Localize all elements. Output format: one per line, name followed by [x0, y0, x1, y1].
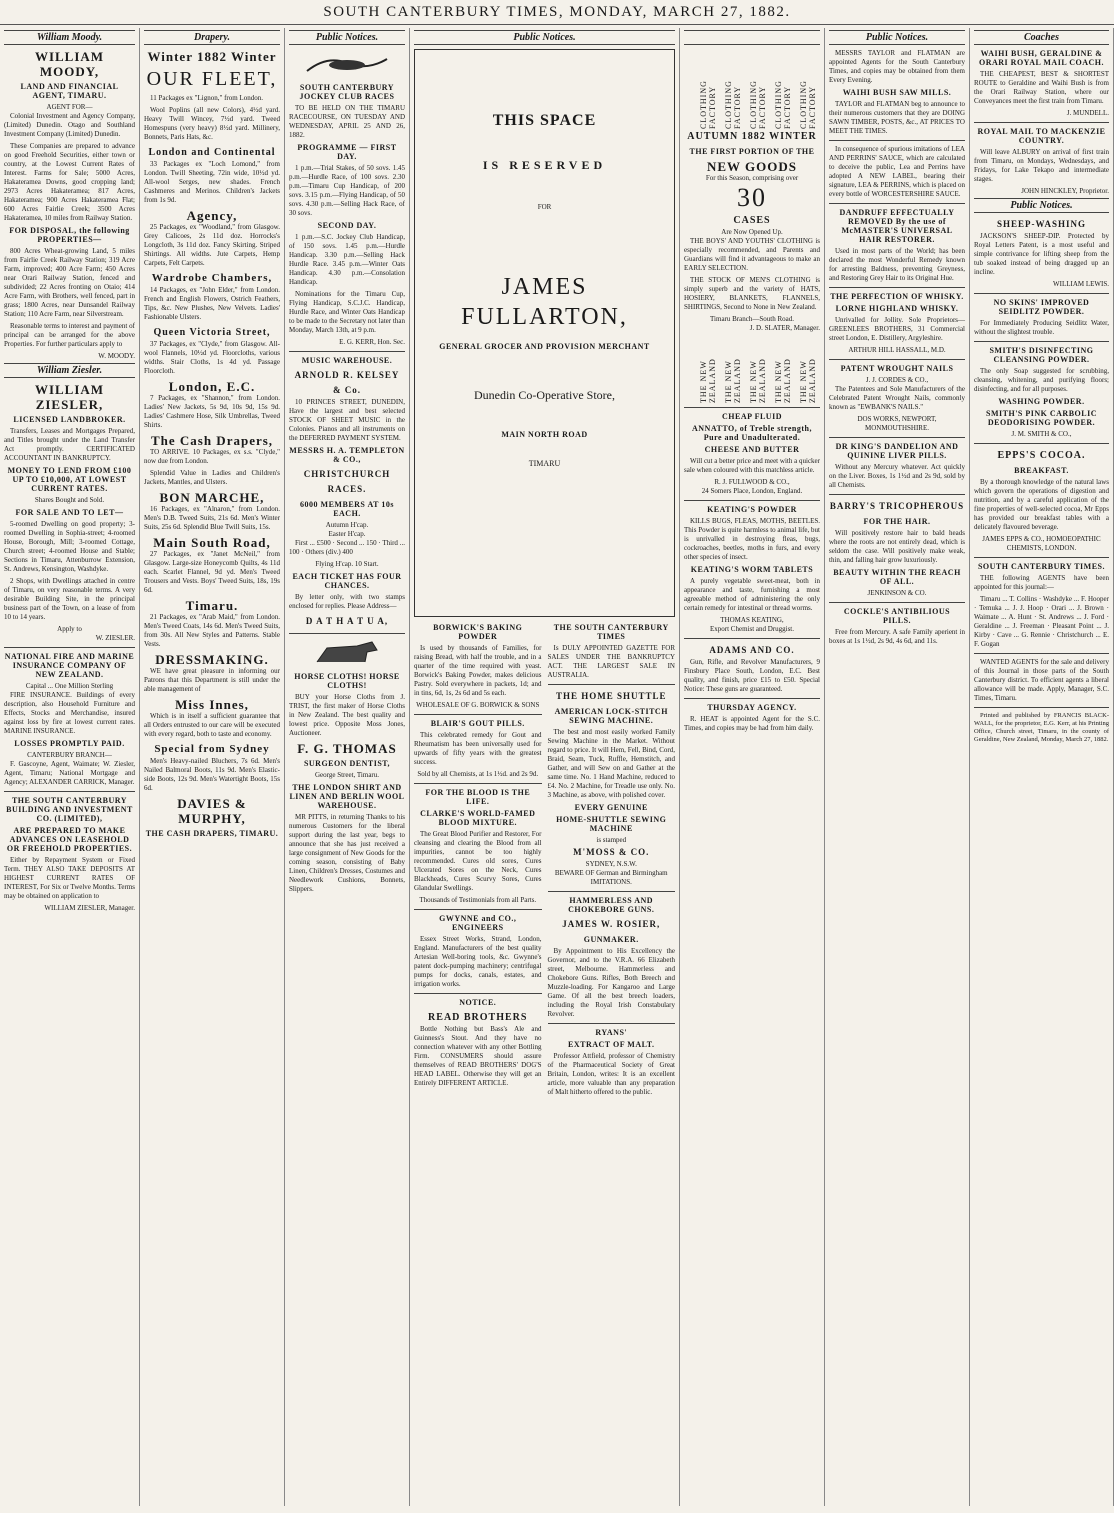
signature: W. MOODY.	[98, 352, 135, 360]
ad-text: Sold by all Chemists, at 1s 1½d. and 2s 9d.	[417, 770, 539, 778]
ad-text: 33 Packages ex "Loch Lomond," from London. Twill Sheeting, 72in wide, 10½d yd. All-wool Serges, new shades. French Cashmeres and Merinos. Children's Jackets from 1s 9d.	[144, 160, 280, 204]
ad-title: Special from Sydney	[154, 743, 270, 755]
banner-text: THE NEW ZEALAND	[774, 358, 792, 403]
section-heading: William Moody.	[4, 30, 135, 45]
signature: JOHN HINCKLEY, Proprietor.	[1021, 187, 1109, 195]
ad-text: Used in most parts of the World; has been declared the most Wonderful Remedy known for arresting Baldness, preventing Greyness, and Restoring Grey Hair to its Original Hue.	[829, 247, 965, 282]
ad-text: Flying H'cap. 10 Start.	[315, 560, 379, 568]
ad-text: Essex Street Works, Strand, London, England. Manufacturers of the best quality Artesian Well-boring tools, &c. Gwynne's patent dock-pumping machinery; centrifugal pumps for docks, canals, estates, and irrigation works.	[414, 935, 542, 988]
ad-title: PATENT WROUGHT NAILS	[840, 364, 954, 373]
ad-text: ARTHUR HILL HASSALL, M.D.	[848, 346, 946, 354]
ad-subtitle: 6000 MEMBERS AT 10s EACH.	[300, 500, 394, 518]
ad-title: Agency,	[186, 208, 238, 223]
ad-text: Unrivalled for Jollity. Sole Proprietors—GREENLEES BROTHERS, 31 Commercial street London, E. Distillery, Argyleshire.	[829, 316, 965, 342]
ad-text: WE have great pleasure in informing our Patrons that this Department is still under the able management of	[144, 667, 280, 693]
advertiser-road: MAIN NORTH ROAD	[501, 430, 588, 439]
ad-text: F. Gascoyne, Agent, Waimate; W. Ziesler, Agent, Timaru; National Mortgage and Agency; ALEXANDER CARRICK, Manager.	[4, 760, 135, 786]
ad-text: JACKSON'S SHEEP-DIP. Protected by Royal Letters Patent, is a most useful and simple contrivance for lifting sheep from the tub soaked instead of being dragged up an incline.	[974, 232, 1109, 276]
ad-title: Winter 1882 Winter	[147, 49, 277, 64]
ad-text: The best and most easily worked Family Sewing Machine in the Market. Without regard to price. It will Hem, Fell, Bind, Cord, Braid, Seam, Tuck, Ruffle, Hemstitch, and Gather, and will Sew on and Gather at the same time. No. 1 Hand Machine, reduced to £4. No. 2 Machine, for Treadle use only. No. 3 Machine, as above, with polished cover.	[547, 728, 675, 799]
ad-text: Apply to	[57, 625, 82, 633]
ad-title: WAIHI BUSH, GERALDINE & ORARI ROYAL MAIL COACH.	[979, 49, 1104, 67]
ad-title: CHRISTCHURCH RACES.	[303, 469, 391, 494]
ad-title: SOUTH CANTERBURY TIMES.	[977, 562, 1106, 571]
ad-title: JAMES W. ROSIER,	[562, 919, 661, 929]
ad-text: Autumn H'cap.	[325, 521, 369, 529]
ad-text: TO ARRIVE. 10 Packages, ex s.s. "Clyde," now due from London.	[144, 448, 280, 465]
ad-text: Shares Bought and Sold.	[34, 496, 105, 504]
ad-title: THE HOME SHUTTLE	[555, 691, 667, 701]
ad-subtitle: MESSRS H. A. TEMPLETON & CO.,	[289, 446, 405, 464]
banner-text: CLOTHING FACTORY	[749, 80, 767, 129]
ad-text: By a thorough knowledge of the natural laws which govern the operations of digestion and nutrition, and by a careful application of the fine properties of well-selected cocoa, Mr Epps has provided our breakfast tables with a delicately flavoured beverage.	[974, 478, 1109, 531]
signature: W. ZIESLER.	[95, 634, 135, 642]
racing-engraving	[289, 49, 405, 77]
ad-title: D A T H A T U A,	[305, 616, 389, 626]
ad-text: Capital ... One Million Sterling	[25, 682, 114, 690]
advertiser-business: GENERAL GROCER AND PROVISION MERCHANT	[439, 342, 650, 351]
ad-title: RYANS'	[595, 1028, 628, 1037]
ad-text: For Immediately Producing Seidlitz Water, without the slightest trouble.	[974, 319, 1109, 336]
ad-subtitle: WASHING POWDER.	[998, 397, 1085, 406]
ad-title: AUTUMN 1882 WINTER	[687, 131, 817, 142]
ad-title: EXTRACT OF MALT.	[568, 1040, 655, 1049]
ad-title: WILLIAM MOODY,	[34, 49, 105, 79]
ad-text: Either by Repayment System or Fixed Term. THEY ALSO TAKE DEPOSITS AT HIGHEST CURRENT RATES OF INTEREST, For Six or Twelve Months. Terms may be obtained on application to	[4, 856, 135, 900]
ad-text: BEWARE OF German and Birmingham IMITATIONS.	[554, 869, 668, 886]
ad-title: WILLIAM ZIESLER,	[34, 382, 105, 412]
ad-text: 7 Packages, ex "Shannon," from London. Ladies' New Jackets, 5s 9d, 10s 9d, 15s 9d. Ladies' Cashmere Hose, Silk Umbrellas, Tweed Shirts.	[144, 394, 280, 429]
ad-text: George Street, Timaru.	[314, 771, 380, 779]
ad-title: Main South Road,	[153, 535, 271, 550]
ad-text: TAYLOR and FLATMAN beg to announce to their numerous customers that they are DOING SAWN TIMBER, POSTS, &c., AT PRICES TO MEET THE TIMES.	[829, 100, 965, 135]
ad-text: THE CHEAPEST, BEST & SHORTEST ROUTE to Geraldine and Waihi Bush is from the Orari Railway Station, where our Conveyances meet the first train from Timaru.	[974, 70, 1109, 105]
ad-text: 11 Packages ex "Lignon," from London.	[150, 94, 263, 102]
ad-title: Miss Innes,	[175, 697, 249, 712]
space-for: FOR	[537, 203, 552, 211]
ad-text: The only Soap suggested for scrubbing, cleansing, whitening, and purifying floors; disinfecting, and for all purposes.	[974, 367, 1109, 393]
ad-title: THURSDAY AGENCY.	[707, 703, 797, 712]
signature: J. D. SLATER, Manager.	[749, 324, 820, 332]
ad-subtitle: PROGRAMME — FIRST DAY.	[297, 143, 397, 161]
agents-list: Timaru ... T. Collins · Washdyke ... F. Hooper · Temuka ... J. J. Hoop · Orari ... J. Brown · Waimate ... A. Hunt · St. Andrews ... J. Ford · Geraldine ... J. Freeman · Pleasant Point ... J. Kirby · Cave ... G. Rennie · Christchurch ... E. F. Gogan	[974, 595, 1109, 648]
ad-text: 27 Packages, ex "Janet McNeil," from Glasgow. Large-size Honeycomb Quilts, 4s 11d each. Scarlet Flannel, 9d yd. Men's Tweed Trousers and Vests. Boys' Tweed Suits, 18s, 19s 6d.	[144, 550, 280, 594]
ad-title: BORWICK'S BAKING POWDER	[433, 623, 523, 641]
ad-text: A purely vegetable sweet-meat, both in appearance and taste, furnishing a most agreeable method of administering the only certain remedy for intestinal or thread worms.	[684, 577, 820, 612]
ad-title: THE SOUTH CANTERBURY TIMES	[553, 623, 669, 641]
horse-engraving	[289, 638, 405, 666]
ad-subtitle: MUSIC WAREHOUSE.	[301, 356, 393, 365]
ad-text: MESSRS TAYLOR and FLATMAN are appointed Agents for the South Canterbury Times, and copies may be obtained from them Every Evening.	[829, 49, 965, 84]
ad-text: MR PITTS, in returning Thanks to his numerous Customers for the liberal support during the last year, begs to announce that she has just received a large consignment of New Goods for the coming season, consisting of Baby Linen, Children's Dresses, Costumes and Needlework Cushions, Bonnets, Slippers.	[289, 813, 405, 893]
ad-title: SMITH'S DISINFECTING CLEANSING POWDER.	[989, 346, 1094, 364]
section-heading: Public Notices.	[414, 30, 675, 45]
ad-title: ROYAL MAIL TO MACKENZIE COUNTRY.	[977, 127, 1106, 145]
ad-subtitle: GUNMAKER.	[583, 935, 639, 944]
banner-text: THE NEW ZEALAND	[724, 358, 742, 403]
section-heading: Coaches	[974, 30, 1109, 45]
banner-text: CLOTHING FACTORY	[724, 80, 742, 129]
ad-text: Will leave ALBURY on arrival of first train from Timaru, on Mondays, Wednesdays, and Fridays, for Lake Tekapo and intermediate stages.	[974, 148, 1109, 183]
ad-title: EPPS'S COCOA.	[997, 450, 1086, 461]
section-heading: William Ziesler.	[4, 363, 135, 378]
column-notices-3	[825, 28, 970, 1506]
ad-text: Free from Mercury. A safe Family aperient in boxes at 1s 1½d, 2s 9d, 4s 6d, and 11s.	[829, 628, 965, 645]
space-subheading: IS RESERVED	[482, 158, 607, 172]
ad-title: SOUTH CANTERBURY JOCKEY CLUB RACES	[299, 83, 395, 101]
ad-subtitle: BREAKFAST.	[1014, 466, 1069, 475]
ad-text: In consequence of spurious imitations of LEA AND PERRINS' SAUCE, which are calculated to deceive the public, Lea and Perrins have adopted A NEW LABEL, bearing their signature, LEA & PERRINS, which is placed on every bottle of WORCESTERSHIRE SAUCE.	[829, 145, 965, 198]
banner-text: CLOTHING FACTORY	[774, 80, 792, 129]
ad-text: BUY your Horse Cloths from J. TRIST, the first maker of Horse Cloths in New Zealand. The best quality and lowest price. Opposite Moss Jones, Auctioneer.	[289, 693, 405, 737]
section-heading: Drapery.	[144, 30, 280, 45]
ad-subtitle: LOSSES PROMPTLY PAID.	[14, 739, 125, 748]
ad-title: London, E.C.	[168, 379, 256, 394]
clothing-factory-banner	[684, 49, 820, 129]
ad-text: Is DULY APPOINTED GAZETTE FOR SALES UNDER THE BANKRUPTCY ACT. THE LARGEST SALE IN AUSTRALIA.	[547, 644, 675, 679]
ad-title: SHEEP-WASHING	[996, 219, 1087, 229]
ad-title: Wardrobe Chambers,	[151, 272, 273, 284]
ad-title: READ BROTHERS	[428, 1012, 528, 1023]
ad-text: These Companies are prepared to advance on good Freehold Securities, either town or country, at the Lowest Current Rates of Interest. Farms for Sale; 5000 Acres, Hakateramea Downs, good cropping land; 2973 Acres Hakateramea; 817 Acres, Hakateramea; 900 Acres Hakateramea Flat; 600 Acres Fairlie Creek; 3500 Acres Hakateramea, 10 miles from Railway Station.	[4, 142, 135, 222]
ad-text: Without any Mercury whatever. Act quickly on the Liver. Boxes, 1s 1½d and 2s 9d, sold by all Chemists.	[829, 463, 965, 489]
ad-text: Bottle Nothing but Bass's Ale and Guinness's Stout. And they have no connection whatever with any other Bottling Firm. CONSUMERS should assure themselves of READ BROTHERS' DOG'S HEAD LABEL. Otherwise they will get an Entirely DIFFERENT ARTICLE.	[414, 1025, 542, 1087]
ad-text: 37 Packages, ex "Clyde," from Glasgow. All-wool Flannels, 10½d yd. Floorcloths, various widths. Stair Cloths, 1s 4d yd. Passage Floorcloth.	[144, 340, 280, 375]
ad-title: BARRY'S TRICOPHEROUS	[829, 501, 965, 511]
ad-text: J. M. SMITH & CO.,	[1011, 430, 1072, 438]
ad-title: London and Continental	[148, 147, 276, 158]
ad-subtitle: SURGEON DENTIST,	[303, 759, 391, 768]
signature: WILLIAM ZIESLER, Manager.	[44, 904, 135, 912]
column-clothing-factory	[680, 28, 825, 1506]
ad-text: J. J. CORDES & CO.,	[865, 376, 929, 384]
ad-subtitle: AMERICAN LOCK-STITCH SEWING MACHINE.	[554, 707, 668, 725]
ad-title: BON MARCHE,	[159, 490, 265, 505]
ad-text: KILLS BUGS, FLEAS, MOTHS, BEETLES. This Powder is quite harmless to animal life, but is unrivalled in destroying fleas, bugs, cockroaches, beetles, moths in furs, and every other species of insect.	[684, 517, 820, 561]
banner-text: THE NEW ZEALAND	[699, 358, 717, 403]
ad-text: By Appointment to His Excellency the Governor, and to the V.R.A. 66 Elizabeth street, Melbourne. Hammerless and Chokebore Guns. Rifles, Both Breech and Muzzle-loading. For Kangaroo and Large Game. Of all the best breech loaders, including the Royal Irish Constabulary Revolver.	[547, 947, 675, 1018]
column-coaches	[970, 28, 1114, 1506]
ad-text: Men's Heavy-nailed Bluchers, 7s 6d. Men's Nailed Balmoral Boots, 11s 9d. Men's Elastic-side Boots, 12s 9d. Men's Watertight Boots, 15s 6d.	[144, 757, 280, 792]
ad-text: SYDNEY, N.S.W.	[585, 860, 637, 868]
ad-subtitle: CHEAP FLUID	[722, 412, 782, 421]
ad-text: WANTED AGENTS for the sale and delivery of this Journal in those parts of the South Canterbury district. To efficient agents a liberal allowance will be made. Apply, Manager, S.C. Times, Timaru.	[974, 658, 1109, 702]
ad-subtitle: LICENSED LANDBROKER.	[13, 415, 126, 424]
banner-text: THE NEW ZEALAND	[799, 358, 817, 403]
ad-text: CANTERBURY BRANCH—	[27, 751, 112, 759]
banner-text: CLOTHING FACTORY	[699, 80, 717, 129]
ad-subtitle: THE FIRST PORTION OF THE	[689, 147, 815, 156]
banner-text: CLOTHING FACTORY	[799, 80, 817, 129]
ad-title: COCKLE'S ANTIBILIOUS PILLS.	[843, 607, 951, 625]
ad-title: ANNATTO, of Treble strength, Pure and Unadulterated.	[691, 424, 812, 442]
ad-text: 14 Packages, ex "John Elder," from London. French and English Flowers, Ostrich Feathers, Tips, &c. New Plushes, New Velvets. Ladies' Fashionable Ulsters.	[144, 286, 280, 321]
ad-text: THE BOYS' AND YOUTHS' CLOTHING is especially recommended, and Parents and Guardians will find it advantageous to make an EARLY SELECTION.	[684, 237, 820, 272]
ad-text: 2 Shops, with Dwellings attached in centre of Timaru, on very reasonable terms. A very desirable Building Site, in the principal business part of the Town, on a lease of from 10 to 14 years.	[4, 577, 135, 621]
ad-title: HOME-SHUTTLE SEWING MACHINE	[556, 815, 667, 833]
ad-text: Gun, Rifle, and Revolver Manufacturers, 9 Finsbury Place South, London, E.C. Best quality, and finish, price £15 to £50. Special Notice: These guns are guaranteed.	[684, 658, 820, 693]
ad-text: R. J. FULLWOOD & CO.,	[714, 478, 790, 486]
ad-title: DRESSMAKING.	[155, 652, 269, 667]
section-heading: Public Notices.	[289, 30, 405, 45]
ad-text: Easter H'cap.	[328, 530, 366, 538]
ad-text: 1 p.m.—S.C. Jockey Club Handicap, of 150 sovs. 1.45 p.m.—Hurdle Handicap. 3.30 p.m.—Selling Hack Hurdle Race. 3.45 p.m.—Winter Oats Handicap. 4.30 p.m.—Consolation Handicap.	[289, 233, 405, 286]
ad-subtitle: EACH TICKET HAS FOUR CHANCES.	[292, 572, 402, 590]
ad-text: Will positively restore hair to bald heads where the roots are not entirely dead, which is seldom the case. Will positively make weak, thin, and falling hair grow luxuriously.	[829, 529, 965, 564]
ad-title: HAMMERLESS AND CHOKEBORE GUNS.	[568, 896, 655, 914]
ad-subtitle: FOR SALE AND TO LET—	[15, 508, 124, 517]
column-drapery	[140, 28, 285, 1506]
ad-title: Timaru.	[185, 598, 239, 613]
ad-title: OUR FLEET,	[146, 68, 278, 90]
ad-text: Is used by thousands of Families, for raising Bread, with half the trouble, and in a quarter of the time required with yeast. Borwick's Baking Powder, makes delicious Pastry. Sold everywhere in packets, 1d; and in tins, 6d, 1s, 2s 6d and 5s each.	[414, 644, 542, 697]
section-heading	[684, 30, 820, 45]
ad-text: FIRE INSURANCE. Buildings of every description, also Household Furniture and Effects, Stocks and Merchandise, insured against loss by fire at lowest current rates. MARINE INSURANCE.	[4, 691, 135, 735]
ad-text: Reasonable terms to interest and payment of principal can be arranged for the above Properties. For further particulars apply to	[4, 322, 135, 348]
ad-text: Wool Poplins (all new Colors), 4½d yard. Heavy Twill Wincey, 7½d yard. Tweed Homespuns (very heavy) 8½d yard. Millinery, Bonnets, Paris Hats, &c.	[144, 106, 280, 141]
banner-text: THE NEW ZEALAND	[749, 358, 767, 403]
ad-text: Colonial Investment and Agency Company, (Limited) Dunedin. Otago and Southland Investment Company (Limited) Dunedin.	[4, 112, 135, 138]
column-land-agents	[0, 28, 140, 1506]
ad-subtitle: SECOND DAY.	[317, 221, 377, 230]
ad-text: The Patentees and Sole Manufacturers of the Celebrated Patent Wrought Nails, commonly known as "EWBANK'S NAILS."	[829, 385, 965, 411]
ad-text: Thousands of Testimonials from all Parts.	[419, 896, 537, 904]
ad-text: Will cut a better price and meet with a quicker sale when coloured with this matchless article.	[684, 457, 820, 474]
ad-text: By letter only, with two stamps enclosed for replies. Please Address—	[289, 593, 405, 610]
ad-title: DAVIES & MURPHY,	[177, 796, 247, 826]
reserved-space-box	[414, 49, 675, 617]
ad-subtitle: LAND AND FINANCIAL AGENT, TIMARU.	[20, 82, 119, 100]
ad-title: WAIHI BUSH SAW MILLS.	[842, 88, 952, 97]
ad-text: WHOLESALE OF G. BORWICK & SONS	[416, 701, 540, 709]
advertiser-name: JAMES FULLARTON,	[461, 274, 628, 330]
ad-title: DR KING'S DANDELION AND QUININE LIVER PILLS.	[835, 442, 959, 460]
ad-text: Which is in itself a sufficient guarantee that all Orders entrusted to our care will be executed with every regard, both to taste and economy.	[144, 712, 280, 738]
ad-title: DANDRUFF EFFECTUALLY REMOVED By the use of McMASTER'S UNIVERSAL HAIR RESTORER.	[839, 208, 955, 244]
ad-text: R. HEAT is appointed Agent for the S.C. Times, and copies may be had from him daily.	[684, 715, 820, 732]
advertiser-store: Dunedin Co-Operative Store,	[474, 388, 615, 402]
ad-title: BLAIR'S GOUT PILLS.	[430, 719, 525, 728]
imprint: Printed and published by FRANCIS BLACK-WALL, for the proprietor, E.G. Kerr, at his Printing Office, Church street, Timaru, in the county of Geraldine, New Zealand, Monday, March 27, 1882.	[974, 712, 1109, 743]
ad-title: HORSE CLOTHS! HORSE CLOTHS!	[294, 672, 400, 690]
signature: WILLIAM LEWIS.	[1053, 280, 1109, 288]
ad-text: 5-roomed Dwelling on good property; 3-roomed Dwelling in Sophia-street; 4-roomed House, Borough, Mill; 3-roomed Cottage, Church street; 4-roomed House and Stable; Sections in Timaru, Attenburrow Extension, St. Andrews, Kensington, Washdyke.	[4, 520, 135, 573]
ad-text: THE STOCK OF MEN'S CLOTHING is simply superb and the variety of HATS, HOSIERY, BLANKETS, FLANNELS, SHIRTINGS, Second to None in New Zealand.	[684, 276, 820, 311]
ad-text: Transfers, Leases and Mortgages Prepared, and Titles brought under the Land Transfer Act promptly. CERTIFICATED ACCOUNTANT IN BANKRUPTCY.	[4, 427, 135, 462]
ad-text: 24 Somers Place, London, England.	[701, 487, 803, 495]
column-notices-1	[285, 28, 410, 1506]
ad-text: This celebrated remedy for Gout and Rheumatism has been universally used for upwards of fifty years with the greatest success.	[414, 731, 542, 766]
ad-text: JENKINSON & CO.	[867, 589, 927, 597]
ad-text: 800 Acres Wheat-growing Land, 5 miles from Fairlie Creek Railway Station; 319 Acre Farm, improved; 400 Acre Farm; 450 Acres near Orari Railway Station, fenced and subdivided; 22 Acres fronting on Otaio; 414 Acre Farm, with Brothers, well fenced, part in grass; 1800 Acres, near Dunsandel Railway Station; 110 Acre Farm, near Silverstream.	[4, 247, 135, 318]
ad-title: M'MOSS & CO.	[573, 847, 650, 857]
ad-subtitle: FOR THE BLOOD IS THE LIFE.	[425, 788, 531, 806]
cases-count: 30	[737, 183, 767, 212]
column-notices-2	[410, 28, 680, 1506]
ad-title: SMITH'S PINK CARBOLIC DEODORISING POWDER.	[986, 409, 1097, 427]
ad-subtitle: CHEESE AND BUTTER	[704, 445, 800, 454]
ad-text: Nominations for the Timaru Cup, Flying Handicap, S.C.J.C. Handicap, Hurdle Race, and Winter Oats Handicap to be made to the Secretary not later than Monday, March 13th, at 9 p.m.	[289, 290, 405, 334]
ad-text: The Great Blood Purifier and Restorer, For cleansing and clearing the Blood from all impurities, cannot be too highly recommended. Cures old sores, Cures Ulcerated Sores on the Neck, Cures Blackheads, Cures Scurvy Sores, Cures Glandular Swellings.	[414, 830, 542, 892]
ad-text: JAMES EPPS & CO., HOMOEOPATHIC CHEMISTS, LONDON.	[982, 535, 1101, 552]
ad-title: NO SKINS' IMPROVED SEIDLITZ POWDER.	[993, 298, 1090, 316]
ad-subtitle: THE PERFECTION OF WHISKY.	[830, 292, 964, 301]
ad-text: AGENT FOR—	[46, 103, 93, 111]
ad-text: Are Now Opened Up.	[721, 228, 783, 236]
new-zealand-banner	[684, 333, 820, 403]
ad-subtitle: MONEY TO LEND FROM £100 UP TO £10,000, AT LOWEST CURRENT RATES.	[7, 466, 132, 493]
ad-subtitle: NOTICE.	[459, 998, 497, 1007]
ad-text: 1 p.m.—Trial Stakes, of 50 sovs. 1.45 p.m.—Hurdle Race, of 100 sovs. 2.30 p.m.—Timaru Cup Handicap, of 200 sovs. 3.15 p.m.—Flying Handicap, of 50 sovs. 4.30 p.m.—Selling Hack Race, of 30 sovs.	[289, 164, 405, 217]
ad-title: ARNOLD R. KELSEY & Co.	[294, 370, 400, 395]
ad-text: TO BE HELD ON THE TIMARU RACECOURSE, ON TUESDAY AND WEDNESDAY, APRIL 25 AND 26, 1882.	[289, 104, 405, 139]
ad-text: THE following AGENTS have been appointed for this journal:—	[974, 574, 1109, 591]
ad-title: THE SOUTH CANTERBURY BUILDING AND INVESTMENT CO. (LIMITED),	[6, 796, 133, 823]
ad-text: Splendid Value in Ladies and Children's Jackets, Mantles, and Ulsters.	[144, 469, 280, 486]
ad-subtitle: FOR THE HAIR.	[863, 517, 931, 526]
ad-title: The Cash Drapers,	[150, 433, 274, 448]
ad-text: Export Chemist and Druggist.	[710, 625, 794, 633]
ad-subtitle: FOR DISPOSAL, the following PROPERTIES—	[9, 226, 130, 244]
ad-text: Timaru Branch—South Road.	[710, 315, 794, 323]
masthead: SOUTH CANTERBURY TIMES, MONDAY, MARCH 27, 1882.	[0, 0, 1114, 25]
ad-text: 10 PRINCES STREET, DUNEDIN, Have the largest and best selected STOCK OF SHEET MUSIC in the Colonies. Pianos and all instruments on the DEFERRED PAYMENT SYSTEM.	[289, 398, 405, 442]
ad-text: First ... £500 · Second ... 150 · Third ... 100 · Others (div.) 400	[289, 539, 405, 556]
ad-title: LORNE HIGHLAND WHISKY.	[835, 304, 959, 313]
ad-text: THOMAS KEATING,	[720, 616, 784, 624]
ad-text: For this Season, comprising over	[705, 174, 799, 182]
ad-subtitle: ARE PREPARED TO MAKE ADVANCES ON LEASEHOLD OR FREEHOLD PROPERTIES.	[6, 826, 133, 853]
ad-title: NATIONAL FIRE AND MARINE INSURANCE COMPANY OF NEW ZEALAND.	[4, 652, 135, 679]
signature: E. G. KERR, Hon. Sec.	[339, 338, 405, 346]
ad-subtitle: BEAUTY WITHIN THE REACH OF ALL.	[833, 568, 961, 586]
ad-text: DOS WORKS, NEWPORT, MONMOUTHSHIRE.	[857, 415, 937, 432]
section-heading: Public Notices.	[829, 30, 965, 45]
ad-text: 21 Packages, ex "Arab Maid," from London. Men's Tweed Coats, 14s 6d. Men's Tweed Suits, from 30s. All New Styles and Patterns. Stable Vests.	[144, 613, 280, 648]
ad-title: CASES	[733, 215, 771, 226]
ad-subtitle: KEATING'S WORM TABLETS	[690, 565, 814, 574]
ad-title: ADAMS AND CO.	[709, 645, 795, 655]
ad-subtitle: THE CASH DRAPERS, TIMARU.	[145, 829, 279, 838]
ad-text: is stamped	[596, 836, 627, 844]
ad-title: Queen Victoria Street,	[153, 327, 271, 338]
column-notices-2b	[548, 620, 676, 1100]
ad-title: F. G. THOMAS	[297, 741, 397, 756]
ad-text: Professor Attfield, professor of Chemistry of the Pharmaceutical Society of Great Britain, London, writes: It is an excellent article, more valuable than any preparation of Malt hitherto offered to the public.	[547, 1052, 675, 1096]
ad-title: CLARKE'S WORLD-FAMED BLOOD MIXTURE.	[420, 809, 536, 827]
ad-title: NEW GOODS	[706, 159, 798, 174]
signature: J. MUNDELL.	[1066, 109, 1109, 117]
ad-subtitle: EVERY GENUINE	[574, 803, 648, 812]
ad-text: 16 Packages, ex "Alnaron," from London. Men's D.B. Tweed Suits, 21s 6d. Men's Winter Suits, 25s 6d. Splendid Blue Twill Suits, 15s.	[144, 505, 280, 531]
ad-text: 25 Packages, ex "Woodland," from Glasgow. Grey Calicoes, 2s 11d doz. Horrocks's Longcloth, 3s 11d doz. Fancy Skirting. Striped Shirtings. All widths. Jute Carpets, Hemp Carpets, Felt Carpets.	[144, 223, 280, 267]
ad-title: THE LONDON SHIRT AND LINEN AND BERLIN WOOL WAREHOUSE.	[289, 783, 405, 810]
section-heading: Public Notices.	[974, 198, 1109, 213]
space-heading: THIS SPACE	[492, 112, 597, 129]
advertiser-town: TIMARU	[528, 459, 561, 468]
ad-title: GWYNNE and CO., ENGINEERS	[439, 914, 517, 932]
ad-title: KEATING'S POWDER	[707, 505, 797, 514]
